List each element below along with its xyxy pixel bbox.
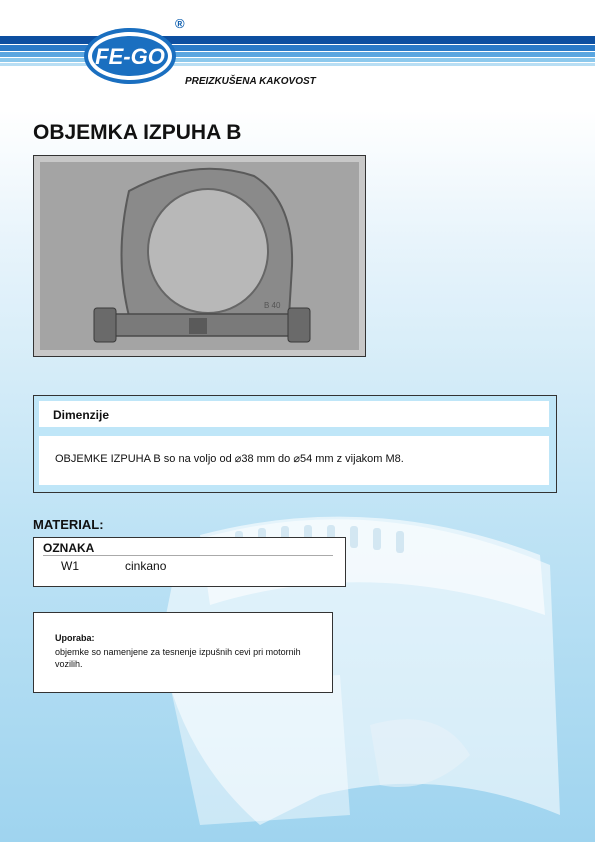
tagline: PREIZKUŠENA KAKOVOST — [185, 76, 316, 87]
clamp-stamp: B 40 — [264, 301, 281, 310]
product-photo — [33, 155, 366, 357]
usage-text: objemke so namenjene za tesnenje izpušnih cevi pri motornih vozilih. — [55, 647, 301, 669]
material-table-divider — [43, 555, 333, 556]
material-table-header: OZNAKA — [43, 541, 95, 555]
dimensions-header — [39, 401, 549, 427]
dimensions-panel — [33, 395, 557, 493]
material-description: cinkano — [125, 559, 167, 573]
dimensions-body — [39, 436, 549, 485]
logo-text: FE-GO — [95, 44, 165, 69]
material-label: MATERIAL: — [33, 517, 104, 532]
registered-mark: ® — [175, 16, 185, 31]
page-title: OBJEMKA IZPUHA B — [33, 121, 242, 144]
fego-logo — [82, 26, 178, 86]
dimensions-heading: Dimenzije — [53, 408, 110, 422]
dimensions-text: OBJEMKE IZPUHA B so na voljo od ⌀38 mm do ⌀54 mm z vijakom M8. — [55, 453, 404, 465]
material-table — [33, 537, 346, 587]
exhaust-clamp-image — [34, 156, 365, 356]
usage-panel — [33, 612, 333, 693]
material-code: W1 — [61, 559, 79, 573]
usage-title: Uporaba: — [55, 633, 95, 643]
